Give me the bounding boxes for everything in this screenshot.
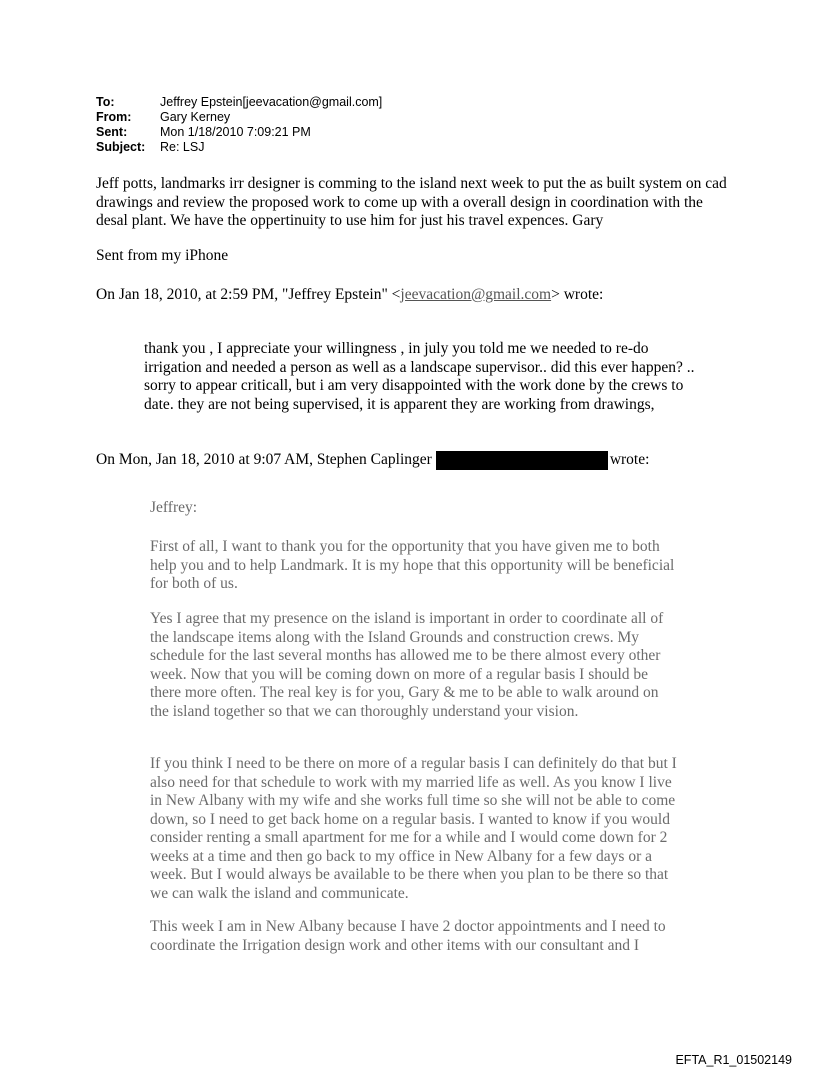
from-value: Gary Kerney xyxy=(160,110,231,124)
attribution-2-prefix: On Mon, Jan 18, 2010 at 9:07 AM, Stephen Caplinger xyxy=(96,451,432,469)
quoted-greeting: Jeffrey: xyxy=(150,499,198,516)
attribution-1-suffix: > wrote: xyxy=(551,286,604,303)
email-link[interactable]: jeevacation@gmail.com xyxy=(400,286,552,303)
from-row xyxy=(96,110,382,125)
to-row xyxy=(96,95,382,110)
to-label: To: xyxy=(96,95,115,109)
quoted-paragraph: If you think I need to be there on more of a regular basis I can definitely do that but I also need for that schedule to work with my married life as well. As you know I live in New Albany with my wife and she works full time so she will not be able to come down, so I need to get back home on a regular basis. I wanted to know if you would consider renting a small apartment for me for a while and I would come down for 2 weeks at a time and then go back to my office in New Albany for a few days or a week. But I would always be available to be there when you plan to be there so that we can walk the island and communicate. xyxy=(150,755,677,902)
subject-row xyxy=(96,140,382,155)
to-value: Jeffrey Epstein[jeevacation@gmail.com] xyxy=(160,95,383,109)
quoted-paragraph: Yes I agree that my presence on the island is important in order to coordinate all of the landscape items along with the Island Grounds and construction crews. My schedule for the last several months has allowed me to be there almost every other week. Now that you will be coming down on more of a regular basis I should be there more often. The real key is for you, Gary & me to be able to walk around on the island together so that we can thoroughly understand your vision. xyxy=(150,610,664,720)
email-header xyxy=(96,95,382,155)
quote-attribution-2 xyxy=(96,451,649,470)
redaction-box xyxy=(436,451,608,470)
attribution-2-suffix: wrote: xyxy=(609,451,650,469)
sent-label: Sent: xyxy=(96,125,128,139)
sent-value: Mon 1/18/2010 7:09:21 PM xyxy=(160,125,311,139)
document-id-footer: EFTA_R1_01502149 xyxy=(675,1053,792,1067)
sent-row xyxy=(96,125,382,140)
quoted-paragraph: This week I am in New Albany because I have 2 doctor appointments and I need to coordinate the Irrigation design work and other items with our consultant and I xyxy=(150,918,666,954)
message-body: Jeff potts, landmarks irr designer is comming to the island next week to put the as built system on cad drawings and review the proposed work to come up with a overall design in coordination with the desal plant. We have the oppertinuity to use him for just his travel expences. Gary xyxy=(96,175,727,229)
quote-attribution-1 xyxy=(96,286,603,305)
from-label: From: xyxy=(96,110,132,124)
subject-label: Subject: xyxy=(96,140,146,154)
sent-from-signature: Sent from my iPhone xyxy=(96,247,229,264)
attribution-1-prefix: On Jan 18, 2010, at 2:59 PM, "Jeffrey Epstein" < xyxy=(96,286,401,303)
quoted-paragraph: First of all, I want to thank you for the opportunity that you have given me to both help you and to help Landmark. It is my hope that this opportunity will be beneficial for both of us. xyxy=(150,538,675,592)
quoted-message-1: thank you , I appreciate your willingness , in july you told me we needed to re-do irrigation and needed a person as well as a landscape supervisor.. did this ever happen? .. sorry to appear criticall, but i am very disappointed with the work done by the crews to date. they are not being supervised, it is apparent they are working from drawings, xyxy=(144,340,695,413)
subject-value: Re: LSJ xyxy=(160,140,205,154)
